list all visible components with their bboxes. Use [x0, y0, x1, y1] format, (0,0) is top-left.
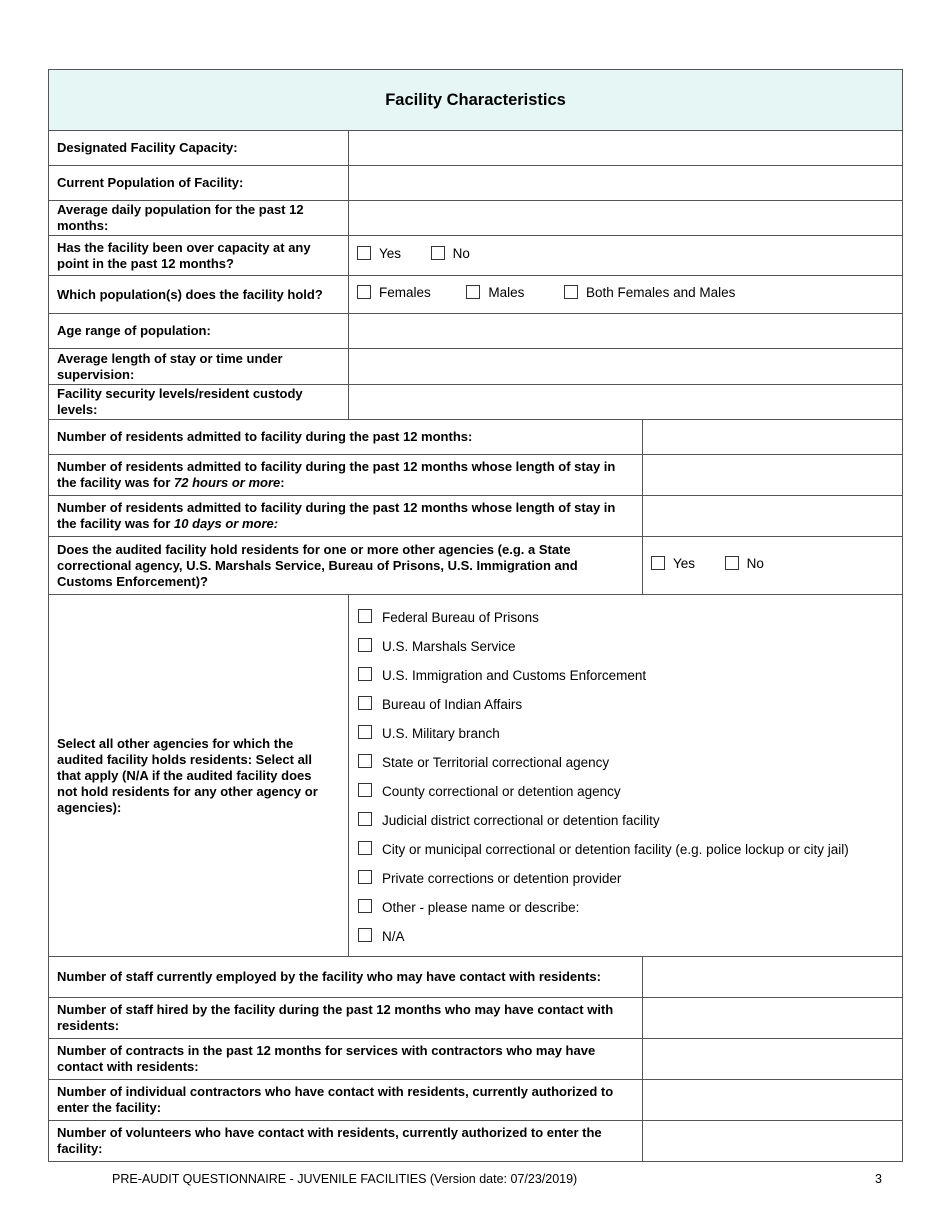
table-row — [49, 455, 903, 496]
checkbox-icon[interactable] — [358, 638, 372, 652]
average-daily-population-field[interactable] — [349, 201, 903, 236]
agency-option-label: Bureau of Indian Affairs — [382, 696, 523, 712]
population-held-label: Which population(s) does the facility hold? — [49, 276, 349, 314]
admitted-total-field[interactable] — [643, 420, 903, 455]
over-capacity-yes[interactable]: Yes — [357, 246, 401, 262]
agency-select-label: Select all other agencies for which the audited facility holds residents: Select all that apply (N/A if the audited facility does not hold residents for any other agency or agencies): — [49, 595, 349, 957]
security-levels-label: Facility security levels/resident custody levels: — [49, 385, 349, 420]
agency-option-label: Federal Bureau of Prisons — [382, 609, 539, 625]
contracts-label: Number of contracts in the past 12 months for services with contractors who may have contact with residents: — [49, 1039, 643, 1080]
agency-option[interactable] — [358, 603, 894, 632]
checkbox-icon[interactable] — [431, 246, 445, 260]
table-row — [49, 957, 903, 998]
facility-characteristics-table — [48, 69, 903, 1162]
current-population-label: Current Population of Facility: — [49, 166, 349, 201]
contracts-field[interactable] — [643, 1039, 903, 1080]
agency-option-label: State or Territorial correctional agency — [382, 754, 610, 770]
table-row — [49, 595, 903, 957]
other-agencies-question: Does the audited facility hold residents for one or more other agencies (e.g. a State correctional agency, U.S. Marshals Service, Bureau of Prisons, U.S. Immigration and Customs Enforcement)? — [49, 537, 643, 595]
table-row — [49, 349, 903, 385]
average-daily-population-label: Average daily population for the past 12 months: — [49, 201, 349, 236]
agency-option-label: Private corrections or detention provider — [382, 870, 622, 886]
over-capacity-options — [349, 236, 903, 276]
staff-employed-label: Number of staff currently employed by the facility who may have contact with residents: — [49, 957, 643, 998]
checkbox-icon[interactable] — [358, 841, 372, 855]
checkbox-icon[interactable] — [358, 725, 372, 739]
age-range-label: Age range of population: — [49, 314, 349, 349]
agency-option[interactable] — [358, 719, 894, 748]
agency-option[interactable] — [358, 922, 894, 951]
agency-option[interactable] — [358, 661, 894, 690]
agency-option-label: Other - please name or describe: — [382, 899, 580, 915]
staff-hired-field[interactable] — [643, 998, 903, 1039]
over-capacity-label: Has the facility been over capacity at any point in the past 12 months? — [49, 236, 349, 276]
table-row — [49, 131, 903, 166]
checkbox-icon[interactable] — [357, 285, 371, 299]
population-males[interactable]: Males — [466, 285, 524, 301]
security-levels-field[interactable] — [349, 385, 903, 420]
table-row — [49, 166, 903, 201]
checkbox-icon[interactable] — [358, 870, 372, 884]
table-row — [49, 1080, 903, 1121]
checkbox-icon[interactable] — [358, 754, 372, 768]
contractors-field[interactable] — [643, 1080, 903, 1121]
table-row — [49, 420, 903, 455]
admitted-10-days-label: Number of residents admitted to facility during the past 12 months whose length of stay in the facility was for 10 days or more: — [49, 496, 643, 537]
agency-option-label: County correctional or detention agency — [382, 783, 621, 799]
population-females[interactable]: Females — [357, 285, 431, 301]
length-of-stay-field[interactable] — [349, 349, 903, 385]
other-agencies-yes[interactable]: Yes — [651, 556, 695, 572]
admitted-72-hours-label: Number of residents admitted to facility during the past 12 months whose length of stay in the facility was for 72 hours or more: — [49, 455, 643, 496]
capacity-field[interactable] — [349, 131, 903, 166]
checkbox-icon[interactable] — [357, 246, 371, 260]
checkbox-icon[interactable] — [358, 899, 372, 913]
admitted-10-days-field[interactable] — [643, 496, 903, 537]
agency-option[interactable] — [358, 632, 894, 661]
agency-option[interactable] — [358, 893, 894, 922]
population-both[interactable]: Both Females and Males — [564, 285, 735, 301]
table-row — [49, 496, 903, 537]
checkbox-icon[interactable] — [651, 556, 665, 570]
checkbox-icon[interactable] — [358, 696, 372, 710]
table-row — [49, 314, 903, 349]
agency-option[interactable] — [358, 864, 894, 893]
staff-hired-label: Number of staff hired by the facility during the past 12 months who may have contact with residents: — [49, 998, 643, 1039]
agency-option-label: City or municipal correctional or detention facility (e.g. police lockup or city jail) — [382, 841, 849, 857]
population-held-options — [349, 276, 903, 314]
table-row — [49, 1121, 903, 1162]
page-footer: PRE-AUDIT QUESTIONNAIRE - JUVENILE FACILITIES (Version date: 07/23/2019) — [112, 1172, 578, 1186]
other-agencies-options — [643, 537, 903, 595]
table-row — [49, 385, 903, 420]
length-of-stay-label: Average length of stay or time under supervision: — [49, 349, 349, 385]
agency-checklist — [358, 599, 894, 953]
table-row — [49, 201, 903, 236]
agency-option-label: U.S. Marshals Service — [382, 638, 516, 654]
agency-option-label: Judicial district correctional or detention facility — [382, 812, 660, 828]
other-agencies-no[interactable]: No — [725, 556, 764, 572]
table-row — [49, 537, 903, 595]
admitted-72-hours-field[interactable] — [643, 455, 903, 496]
table-row — [49, 236, 903, 276]
admitted-total-label: Number of residents admitted to facility during the past 12 months: — [49, 420, 643, 455]
table-row — [49, 998, 903, 1039]
checkbox-icon[interactable] — [358, 783, 372, 797]
over-capacity-no[interactable]: No — [431, 246, 470, 262]
agency-option[interactable] — [358, 806, 894, 835]
contractors-label: Number of individual contractors who have contact with residents, currently authorized to enter the facility: — [49, 1080, 643, 1121]
agency-option[interactable] — [358, 835, 894, 864]
volunteers-label: Number of volunteers who have contact with residents, currently authorized to enter the facility: — [49, 1121, 643, 1162]
agency-option-label: U.S. Immigration and Customs Enforcement — [382, 667, 647, 683]
checkbox-icon[interactable] — [358, 667, 372, 681]
checkbox-icon[interactable] — [725, 556, 739, 570]
checkbox-icon[interactable] — [358, 812, 372, 826]
current-population-field[interactable] — [349, 166, 903, 201]
staff-employed-field[interactable] — [643, 957, 903, 998]
agency-option-label: U.S. Military branch — [382, 725, 500, 741]
checkbox-icon[interactable] — [564, 285, 578, 299]
table-row — [49, 276, 903, 314]
table-row — [49, 1039, 903, 1080]
agency-option-label: N/A — [382, 928, 405, 944]
checkbox-icon[interactable] — [358, 928, 372, 942]
checkbox-icon[interactable] — [358, 609, 372, 623]
capacity-label: Designated Facility Capacity: — [49, 131, 349, 166]
agency-option[interactable] — [358, 777, 894, 806]
agency-option[interactable] — [358, 690, 894, 719]
age-range-field[interactable] — [349, 314, 903, 349]
page-number: 3 — [875, 1172, 882, 1186]
checkbox-icon[interactable] — [466, 285, 480, 299]
agency-option[interactable] — [358, 748, 894, 777]
volunteers-field[interactable] — [643, 1121, 903, 1162]
agency-select-list-cell — [349, 595, 903, 957]
section-title: Facility Characteristics — [49, 70, 903, 131]
